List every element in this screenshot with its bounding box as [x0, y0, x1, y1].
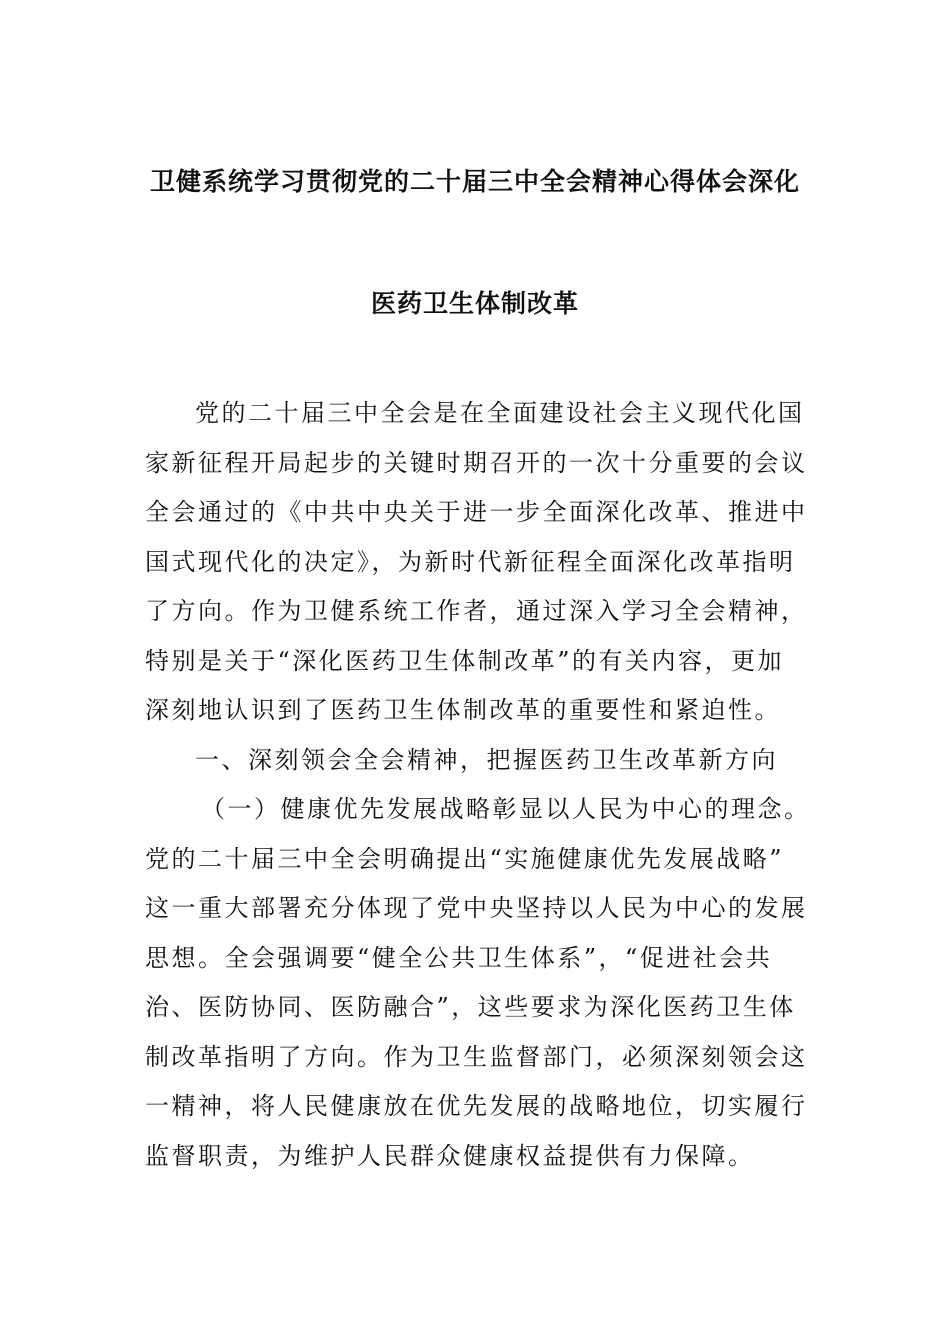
paragraph-3-line-5: 治、医防协同、医防融合”，这些要求为深化医药卫生体	[145, 993, 796, 1021]
paragraph-1-line-4: 国式现代化的决定》，为新时代新征程全面深化改革指明	[145, 547, 796, 576]
paragraph-3-line-4: 思想。全会强调要“健全公共卫生体系”，“促进社会共	[145, 943, 773, 972]
document-body	[145, 389, 811, 1181]
paragraph-3-line-6: 制改革指明了方向。作为卫生监督部门，必须深刻领会这	[145, 1042, 808, 1071]
paragraph-1-line-1: 党的二十届三中全会是在全面建设社会主义现代化国	[195, 399, 805, 427]
paragraph-1-line-7: 深刻地认识到了医药卫生体制改革的重要性和紧迫性。	[145, 696, 781, 724]
document-title-line-1: 卫健系统学习贯彻党的二十届三中全会精神心得体会深化	[149, 167, 800, 196]
paragraph-3-line-3: 这一重大部署充分体现了党中央坚持以人民为中心的发展	[145, 894, 808, 922]
paragraph-3-line-7: 一精神，将人民健康放在优先发展的战略地位，切实履行	[145, 1092, 808, 1120]
paragraph-1-line-3: 全会通过的《中共中央关于进一步全面深化改革、推进中	[145, 498, 808, 526]
paragraph-3-line-8: 监督职责，为维护人民群众健康权益提供有力保障。	[145, 1141, 755, 1170]
section-heading-1: 一、深刻领会全会精神，把握医药卫生改革新方向	[195, 745, 778, 774]
paragraph-3-line-1: （一）健康优先发展战略彰显以人民为中心的理念。	[201, 795, 811, 823]
paragraph-1-line-5: 了方向。作为卫健系统工作者，通过深入学习全会精神，	[145, 597, 808, 625]
paragraph-1-line-6: 特别是关于“深化医药卫生体制改革”的有关内容，更加	[145, 646, 785, 675]
paragraph-3-line-2: 党的二十届三中全会明确提出“实施健康优先发展战略”	[145, 844, 785, 873]
paragraph-1-line-2: 家新征程开局起步的关键时期召开的一次十分重要的会议	[145, 448, 808, 477]
document-title-line-2: 医药卫生体制改革	[370, 289, 579, 318]
